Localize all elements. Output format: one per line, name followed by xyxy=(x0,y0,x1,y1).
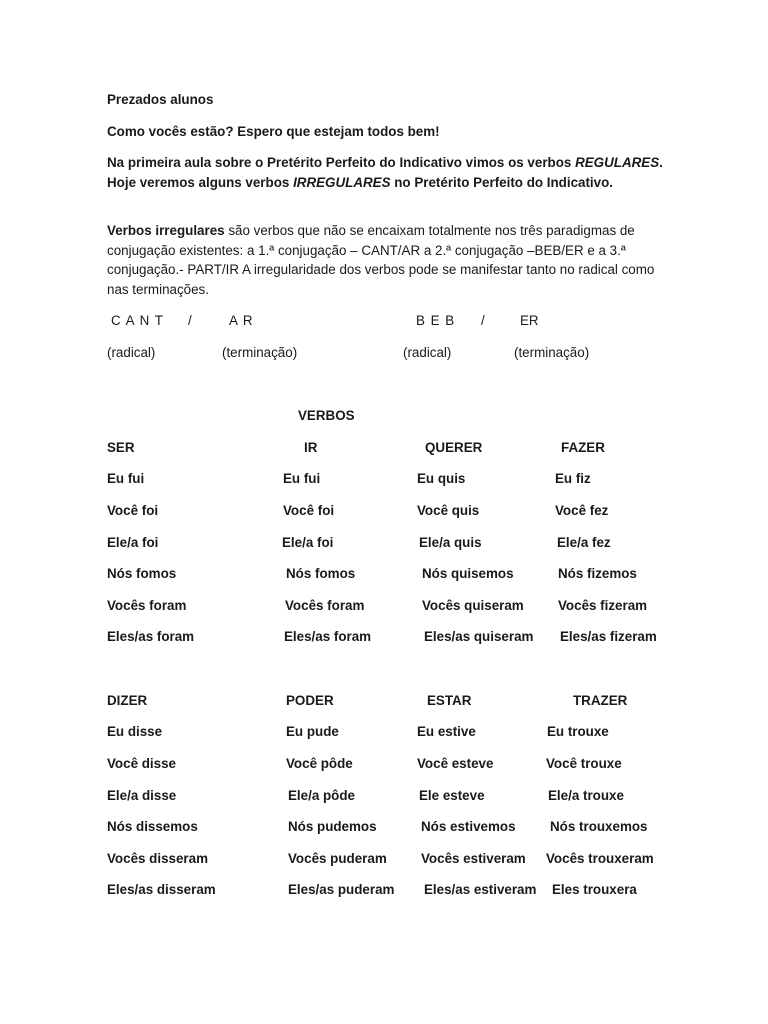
table2-cell: Ele/a disse xyxy=(107,788,177,803)
table2-cell: Eu trouxe xyxy=(547,724,609,739)
table1-cell: Eu fui xyxy=(283,471,321,486)
table1-cell: Nós fizemos xyxy=(558,566,637,581)
table2-header-estar: ESTAR xyxy=(427,693,472,708)
table2-cell: Ele/a trouxe xyxy=(548,788,624,803)
table2-cell: Vocês puderam xyxy=(288,851,387,866)
table2-cell: Você disse xyxy=(107,756,176,771)
table1-header-fazer: FAZER xyxy=(561,440,605,455)
table1-header-querer: QUERER xyxy=(425,440,483,455)
example-slash-1: / xyxy=(188,313,192,328)
table2-cell: Você esteve xyxy=(417,756,494,771)
verbs-title: VERBOS xyxy=(298,408,355,423)
table1-cell: Eles/as foram xyxy=(107,629,195,644)
definition-text: são verbos que não se encaixam totalmente nos três paradigmas de conjugação existentes: a 1.ª conjugação – CANT/AR a 2.ª conjugação –BEB/ER e a 3.ª conjugação.- PART/IR A irregularidade dos verbos pode se manifestar tanto no radical como nas terminações. xyxy=(107,223,655,297)
table1-cell: Você fez xyxy=(555,503,609,518)
table1-cell: Nós quisemos xyxy=(422,566,514,581)
table1-cell: Você foi xyxy=(107,503,159,518)
table2-cell: Eles trouxera xyxy=(552,882,637,897)
example-ending-1: A R xyxy=(229,313,254,328)
table2-header-poder: PODER xyxy=(286,693,334,708)
table1-cell: Ele/a fez xyxy=(557,535,611,550)
table1-cell: Vocês fizeram xyxy=(558,598,648,613)
table1-cell: Eu quis xyxy=(417,471,466,486)
table2-cell: Eu disse xyxy=(107,724,163,739)
table2-cell: Você trouxe xyxy=(546,756,622,771)
table2-cell: Vocês estiveram xyxy=(421,851,526,866)
intro-part3: no Pretérito Perfeito do Indicativo. xyxy=(390,174,613,190)
greeting: Prezados alunos xyxy=(107,92,214,107)
table1-cell: Eles/as fizeram xyxy=(560,629,657,644)
ending-label-2: (terminação) xyxy=(514,345,590,360)
regulares-word: REGULARES xyxy=(575,155,660,170)
table2-cell: Nós estivemos xyxy=(421,819,516,834)
table2-cell: Eles/as disseram xyxy=(107,882,216,897)
table2-cell: Vocês trouxeram xyxy=(546,851,654,866)
example-radical-1: C A N T xyxy=(111,313,164,328)
table2-cell: Ele esteve xyxy=(419,788,485,803)
table2-header-dizer: DIZER xyxy=(107,693,148,708)
table1-cell: Vocês foram xyxy=(107,598,187,613)
radical-label-1: (radical) xyxy=(107,345,156,360)
table2-cell: Nós pudemos xyxy=(288,819,377,834)
table1-cell: Nós fomos xyxy=(107,566,177,581)
table1-cell: Vocês quiseram xyxy=(422,598,524,613)
table1-cell: Você quis xyxy=(417,503,480,518)
example-ending-2: ER xyxy=(520,313,539,328)
table2-header-trazer: TRAZER xyxy=(573,693,628,708)
table1-header-ir: IR xyxy=(304,440,318,455)
radical-label-2: (radical) xyxy=(403,345,452,360)
table2-cell: Eu estive xyxy=(417,724,476,739)
table1-cell: Ele/a quis xyxy=(419,535,482,550)
table2-cell: Eu pude xyxy=(286,724,339,739)
intro-paragraph xyxy=(107,153,667,192)
example-radical-2: B E B xyxy=(416,313,456,328)
intro-part1: Na primeira aula sobre o Pretérito Perfeito do Indicativo vimos os verbos xyxy=(107,155,576,170)
table1-cell: Eu fiz xyxy=(555,471,591,486)
table2-cell: Eles/as estiveram xyxy=(424,882,537,897)
definition-paragraph xyxy=(107,221,667,299)
definition-term: Verbos irregulares xyxy=(107,223,225,238)
table1-cell: Eles/as quiseram xyxy=(424,629,534,644)
table1-cell: Ele/a foi xyxy=(107,535,159,550)
table1-cell: Eles/as foram xyxy=(284,629,372,644)
table2-cell: Eles/as puderam xyxy=(288,882,395,897)
table2-cell: Ele/a pôde xyxy=(288,788,355,803)
intro-part2: . Hoje veremos alguns verbos xyxy=(107,155,663,190)
table1-header-ser: SER xyxy=(107,440,135,455)
table1-cell: Ele/a foi xyxy=(282,535,334,550)
table2-cell: Vocês disseram xyxy=(107,851,208,866)
example-slash-2: / xyxy=(481,313,485,328)
wellbeing-line: Como vocês estão? Espero que estejam todos bem! xyxy=(107,124,440,139)
table1-cell: Você foi xyxy=(283,503,335,518)
table2-cell: Você pôde xyxy=(286,756,353,771)
table2-cell: Nós trouxemos xyxy=(550,819,648,834)
ending-label-1: (terminação) xyxy=(222,345,298,360)
table2-cell: Nós dissemos xyxy=(107,819,198,834)
table1-cell: Vocês foram xyxy=(285,598,365,613)
table1-cell: Eu fui xyxy=(107,471,145,486)
table1-cell: Nós fomos xyxy=(286,566,356,581)
irregulares-word: IRREGULARES xyxy=(293,174,391,190)
